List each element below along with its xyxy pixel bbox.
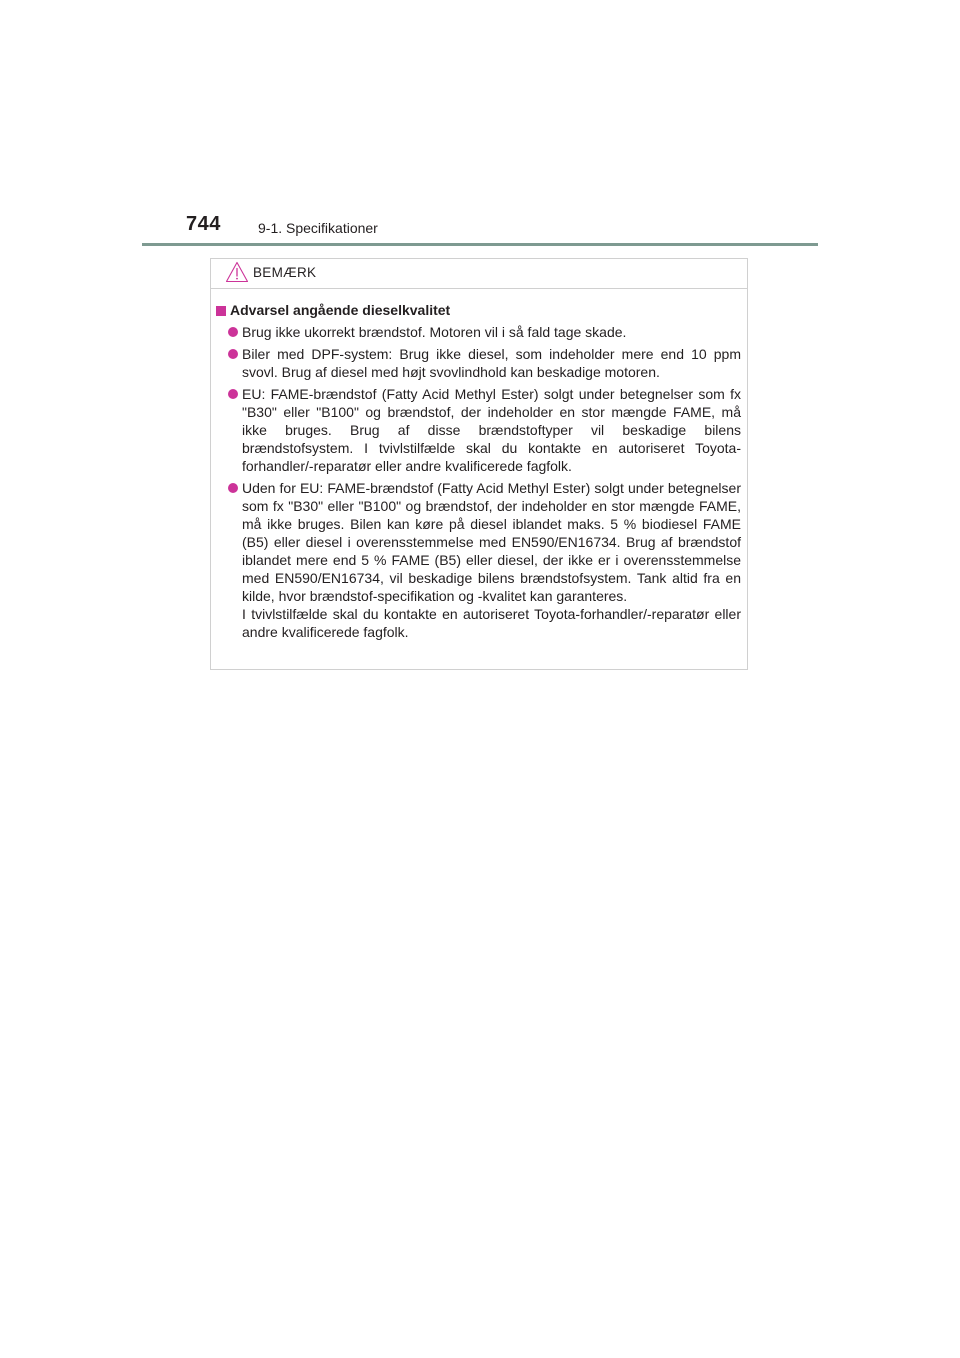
list-item-text: Brug ikke ukorrekt brændstof. Motoren vil i så fald tage skade.	[242, 324, 627, 340]
warning-triangle-icon	[225, 261, 249, 283]
circle-bullet-icon	[228, 349, 238, 359]
list-item-extra-text: I tvivlstilfælde skal du kontakte en autoriseret Toyota-forhandler/-reparatør eller andre kvalificerede fagfolk.	[242, 606, 741, 640]
circle-bullet-icon	[228, 327, 238, 337]
list-item-text: Biler med DPF-system: Brug ikke diesel, som indeholder mere end 10 ppm svovl. Brug af diesel med højt svovlindhold kan beskadige motoren.	[242, 346, 741, 380]
notice-box	[210, 258, 748, 670]
notice-body	[211, 289, 747, 641]
square-bullet-icon	[216, 306, 226, 316]
list-item	[216, 323, 741, 341]
list-item-text: Uden for EU: FAME-brændstof (Fatty Acid Methyl Ester) solgt under betegnelser som fx "B30" eller "B100" og brændstof, der indeholder en stor mængde FAME, må ikke bruges. Bilen kan køre på diesel iblandet maks. 5 % biodiesel FAME (B5) eller diesel i overensstemmelse med EN590/EN16734. Brug af brændstof iblandet mere end 5 % FAME (B5) eller diesel, der ikke er i overensstemmelse med EN590/EN16734, vil beskadige bilens brændstofsystem. Tank altid fra en kilde, hvor brændstof-specifikation og -kvalitet kan garanteres.	[242, 480, 741, 604]
section-title: 9-1. Specifikationer	[258, 220, 378, 236]
header-rule	[142, 243, 818, 246]
page-number: 744	[186, 213, 221, 235]
page-header	[0, 0, 960, 250]
list-item-text: EU: FAME-brændstof (Fatty Acid Methyl Ester) solgt under betegnelser som fx "B30" eller "B100" og brændstof, der indeholder en stor mængde FAME, må ikke bruges. Brug af disse brændstoftyper vil beskadige bilens brændstofsystem. I tvivlstilfælde skal du kontakte en autoriseret Toyota-forhandler/-reparatør eller andre kvalificerede fagfolk.	[242, 386, 741, 474]
sub-heading	[216, 301, 741, 320]
sub-heading-text: Advarsel angående dieselkvalitet	[230, 302, 451, 318]
list-item	[216, 385, 741, 475]
notice-header	[211, 259, 747, 289]
list-item	[216, 479, 741, 641]
circle-bullet-icon	[228, 389, 238, 399]
circle-bullet-icon	[228, 483, 238, 493]
list-item	[216, 345, 741, 381]
notice-label: BEMÆRK	[253, 265, 317, 280]
